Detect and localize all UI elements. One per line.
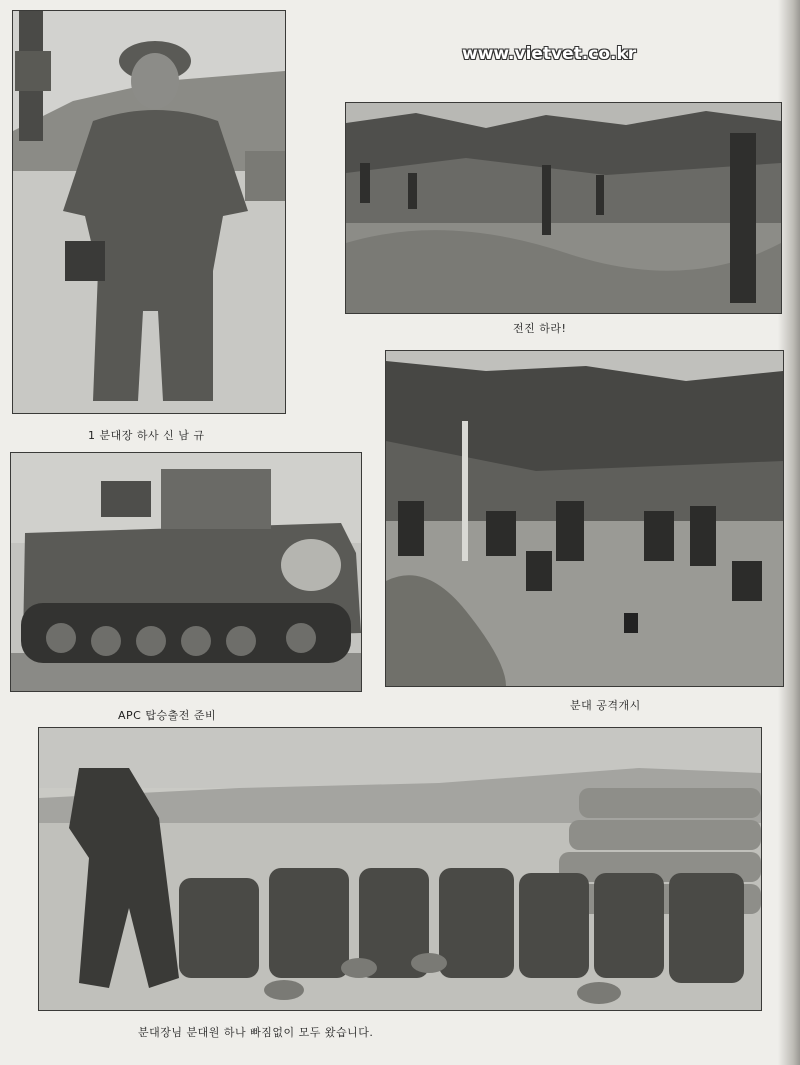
photo-squad-leader: [12, 10, 286, 414]
photo-squad-resting: [38, 727, 762, 1011]
caption-advance: 전진 하라!: [513, 322, 567, 335]
caption-squad-resting: 분대장님 분대원 하나 빠짐없이 모두 왔습니다.: [138, 1026, 374, 1039]
caption-squad-leader: 1 분대장 하사 신 남 규: [88, 429, 205, 442]
caption-apc: APC 탑승출전 준비: [118, 709, 217, 722]
caption-squad-attack: 분대 공격개시: [570, 699, 641, 712]
photo-advance: [345, 102, 782, 314]
photo-squad-attack: [385, 350, 784, 687]
site-watermark: www.vietvet.co.kr: [462, 44, 637, 64]
photo-apc: [10, 452, 362, 692]
